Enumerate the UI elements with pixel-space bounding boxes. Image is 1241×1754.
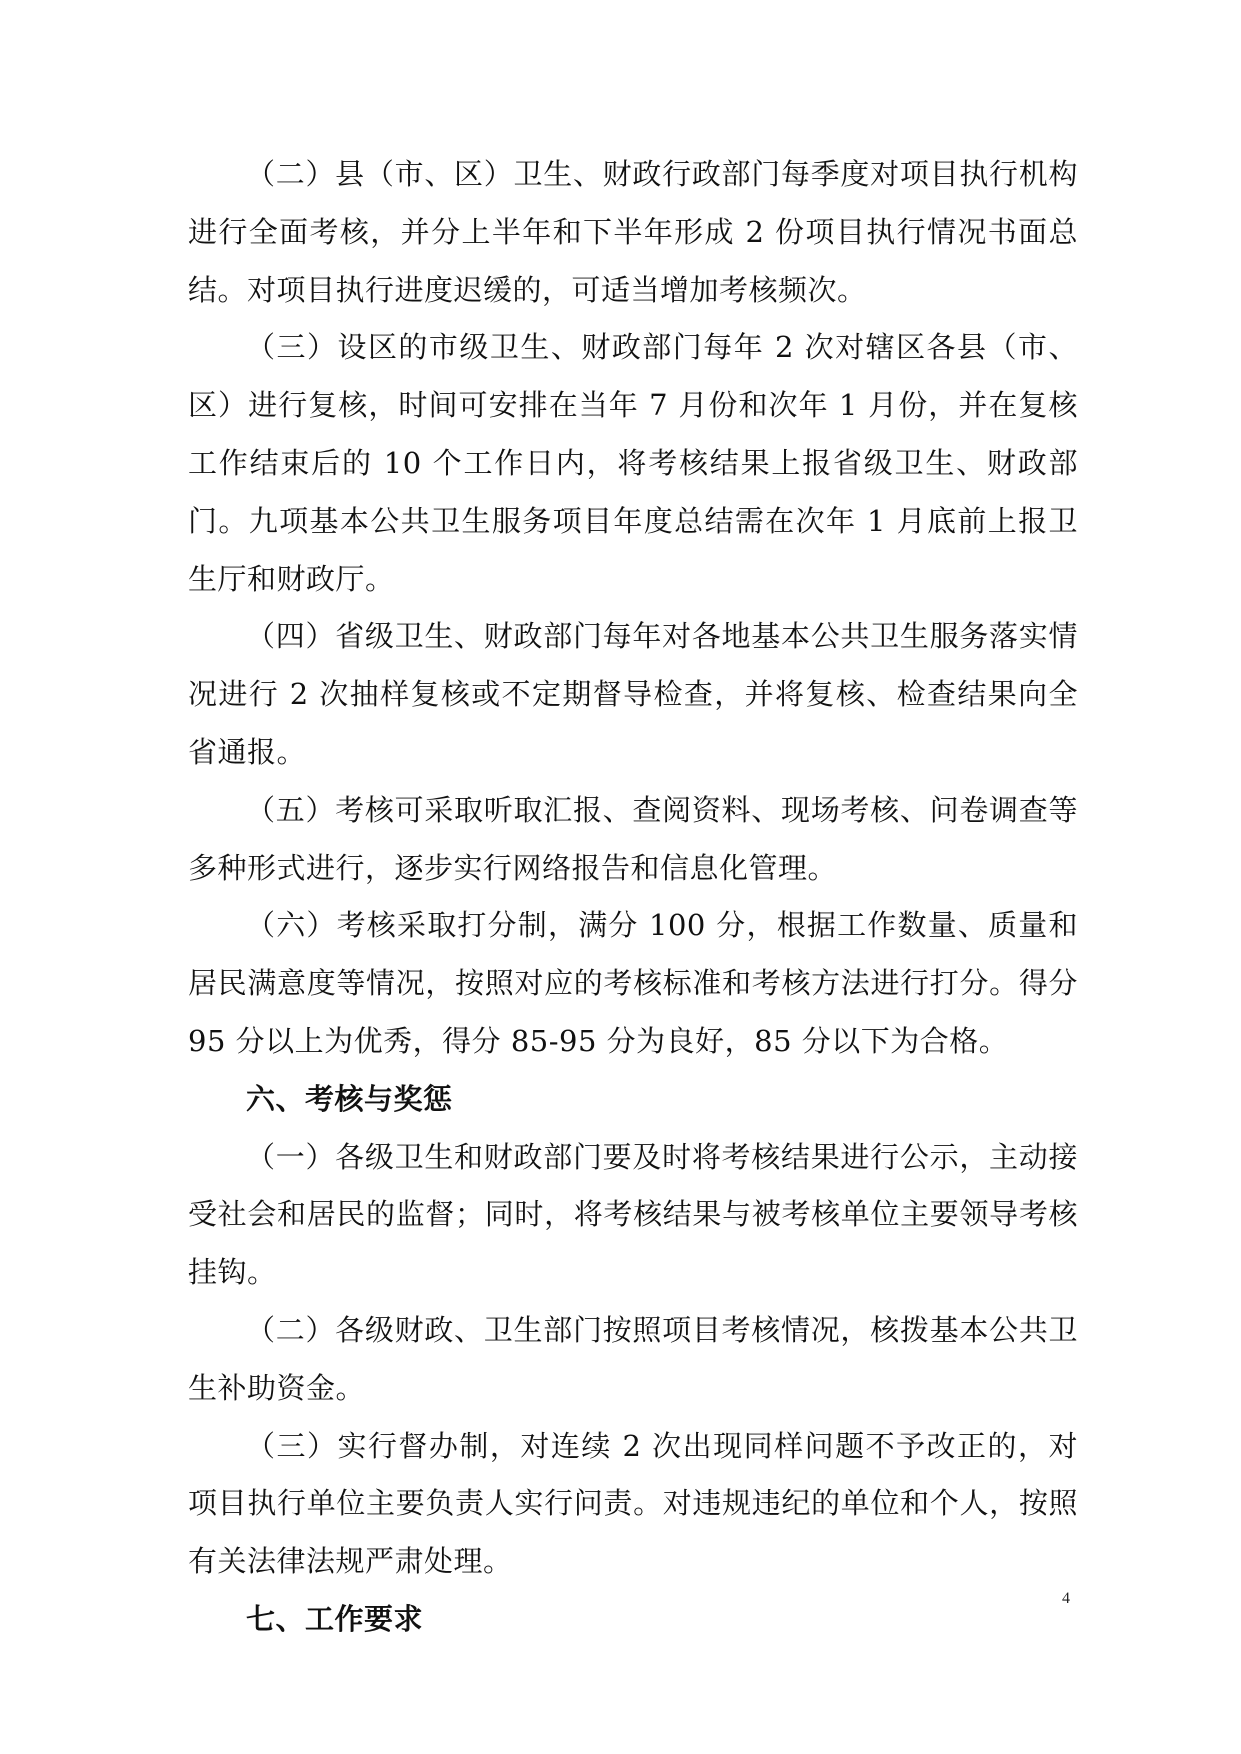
paragraph-county-assessment: （二）县（市、区）卫生、财政行政部门每季度对项目执行机构进行全面考核，并分上半年和下半年形成 2 份项目执行情况书面总结。对项目执行进度迟缓的，可适当增加考核频次。 bbox=[188, 157, 1078, 307]
paragraph-public-disclosure: （一）各级卫生和财政部门要及时将考核结果进行公示，主动接受社会和居民的监督；同时，将考核结果与被考核单位主要领导考核挂钩。 bbox=[188, 1139, 1078, 1290]
paragraph-accountability: （三）实行督办制，对连续 2 次出现同样问题不予改正的，对项目执行单位主要负责人实行问责。对违规违纪的单位和个人，按照有关法律法规严肃处理。 bbox=[188, 1428, 1078, 1579]
paragraph-funding-allocation: （二）各级财政、卫生部门按照项目考核情况，核拨基本公共卫生补助资金。 bbox=[188, 1312, 1078, 1405]
paragraph-province-sampling: （四）省级卫生、财政部门每年对各地基本公共卫生服务落实情况进行 2 次抽样复核或不定期督导检查，并将复核、检查结果向全省通报。 bbox=[188, 619, 1078, 769]
document-body bbox=[188, 146, 1078, 1649]
paragraph-city-review: （三）设区的市级卫生、财政部门每年 2 次对辖区各县（市、区）进行复核，时间可安排在当年 7 月份和次年 1 月份，并在复核工作结束后的 10 个工作日内，将考核结果上报省级卫生、财政部门。九项基本公共卫生服务项目年度总结需在次年 1 月底前上报卫生厅和财政厅。 bbox=[188, 330, 1078, 596]
paragraph-scoring-system: （六）考核采取打分制，满分 100 分，根据工作数量、质量和居民满意度等情况，按照对应的考核标准和考核方法进行打分。得分 95 分以上为优秀，得分 85-95 分为良好，85 分以下为合格。 bbox=[188, 908, 1078, 1058]
section-heading-assessment-rewards: 六、考核与奖惩 bbox=[246, 1081, 453, 1116]
page-number: 4 bbox=[1062, 1590, 1070, 1607]
paragraph-assessment-methods: （五）考核可采取听取汇报、查阅资料、现场考核、问卷调查等多种形式进行，逐步实行网络报告和信息化管理。 bbox=[188, 792, 1078, 885]
section-heading-work-requirements: 七、工作要求 bbox=[246, 1601, 424, 1636]
